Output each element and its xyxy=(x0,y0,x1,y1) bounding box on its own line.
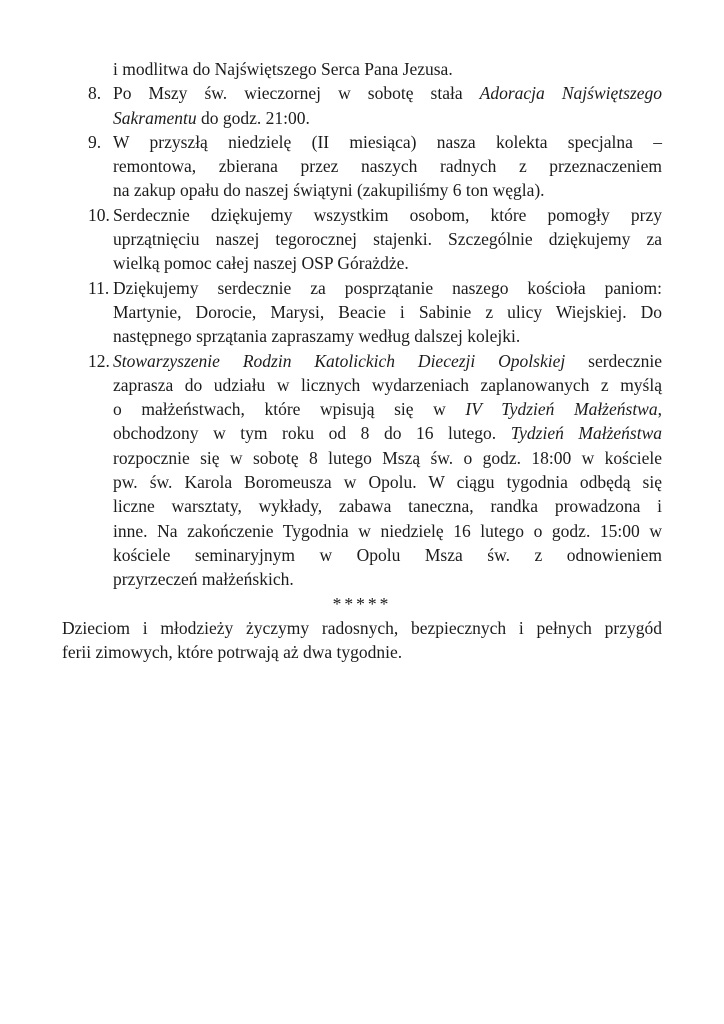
text-line xyxy=(113,81,662,105)
text-run: wielką pomoc całej naszej OSP Górażdże. xyxy=(113,253,409,274)
text-run: obchodzony w tym roku od 8 do 16 lutego. xyxy=(113,423,511,444)
item-number: 10. xyxy=(88,204,110,225)
text-run: serdecznie xyxy=(565,350,662,371)
text-run: do godz. 21:00. xyxy=(196,107,310,128)
text-line xyxy=(113,324,662,348)
text-run: rozpocznie się w sobotę 8 lutego Mszą św. o godz. 18:00 w kościele xyxy=(113,447,662,468)
text-line xyxy=(113,567,662,591)
list-item xyxy=(62,276,662,349)
text-line xyxy=(113,470,662,494)
text-run: Po Mszy św. wieczornej w sobotę stała xyxy=(113,83,480,104)
text-run: Serdecznie dziękujemy wszystkim osobom, które pomogły przy xyxy=(113,204,662,225)
text-line xyxy=(113,106,662,130)
separator-paragraph xyxy=(62,592,662,616)
text-line xyxy=(113,446,662,470)
text-line xyxy=(113,178,662,202)
text-run: Dzieciom i młodzieży życzymy radosnych, bezpiecznych i pełnych przygód xyxy=(62,617,662,638)
item-number: 9. xyxy=(88,131,102,152)
text-line xyxy=(113,543,662,567)
text-run: ferii zimowych, które potrwają aż dwa tygodnie. xyxy=(62,642,403,663)
text-line xyxy=(62,616,662,640)
text-run: i modlitwa do Najświętszego Serca Pana Jezusa. xyxy=(113,59,453,79)
text-line xyxy=(113,57,662,81)
item-number: 8. xyxy=(88,83,102,104)
italic-text-run: IV Tydzień Małżeństwa xyxy=(465,399,658,420)
text-line xyxy=(113,421,662,445)
text-run: liczne warsztaty, wykłady, zabawa taneczna, randka prowadzona i xyxy=(113,496,662,517)
text-run: przyrzeczeń małżeńskich. xyxy=(113,569,294,590)
text-run: pw. św. Karola Boromeusza w Opolu. W ciągu tygodnia odbędą się xyxy=(113,472,662,493)
text-run: W przyszłą niedzielę (II miesiąca) nasza kolekta specjalna – xyxy=(113,131,662,152)
text-line xyxy=(113,397,662,421)
text-run: następnego sprzątania zapraszamy według dalszej kolejki. xyxy=(113,326,521,347)
text-run: , xyxy=(657,399,662,420)
text-line xyxy=(62,592,662,616)
italic-text-run: Stowarzyszenie Rodzin Katolickich Diecezji Opolskiej xyxy=(113,350,566,371)
closing-paragraph xyxy=(62,616,662,665)
italic-text-run: Sakramentu xyxy=(113,107,197,128)
text-run: o małżeństwach, które wpisują się w xyxy=(113,399,466,420)
text-line xyxy=(113,519,662,543)
text-line xyxy=(113,349,662,373)
text-run: kościele seminaryjnym w Opolu Msza św. z odnowieniem xyxy=(113,544,662,565)
text-run: na zakup opału do naszej świątyni (zakupiliśmy 6 ton węgla). xyxy=(113,180,545,201)
text-run: remontowa, zbierana przez naszych radnych z przeznaczeniem xyxy=(113,156,662,177)
list-item xyxy=(62,130,662,203)
text-run: ***** xyxy=(332,593,392,614)
text-line xyxy=(113,130,662,154)
text-run: Dziękujemy serdecznie za posprzątanie naszego kościoła paniom: xyxy=(113,277,662,298)
item-number: 12. xyxy=(88,350,110,371)
text-line xyxy=(113,227,662,251)
list-item xyxy=(62,203,662,276)
italic-text-run: Adoracja Najświętszego xyxy=(479,83,662,104)
text-line xyxy=(113,251,662,275)
document-body xyxy=(62,57,662,664)
text-line xyxy=(113,300,662,324)
text-line xyxy=(62,640,662,664)
text-line xyxy=(113,373,662,397)
text-line xyxy=(113,203,662,227)
italic-text-run: Tydzień Małżeństwa xyxy=(510,423,662,444)
text-run: Martynie, Dorocie, Marysi, Beacie i Sabinie z ulicy Wiejskiej. Do xyxy=(113,301,662,322)
text-run: zaprasza do udziału w licznych wydarzeniach zaplanowanych z myślą xyxy=(113,374,662,395)
item-number: 11. xyxy=(88,277,110,298)
list-item xyxy=(62,349,662,592)
text-line xyxy=(113,494,662,518)
text-run: inne. Na zakończenie Tygodnia w niedzielę 16 lutego o godz. 15:00 w xyxy=(113,520,662,541)
text-run: uprzątnięciu naszej tegorocznej stajenki. Szczególnie dziękujemy za xyxy=(113,229,662,250)
text-line xyxy=(113,154,662,178)
list-item xyxy=(62,81,662,130)
text-line xyxy=(113,276,662,300)
continuation-paragraph xyxy=(62,57,662,81)
